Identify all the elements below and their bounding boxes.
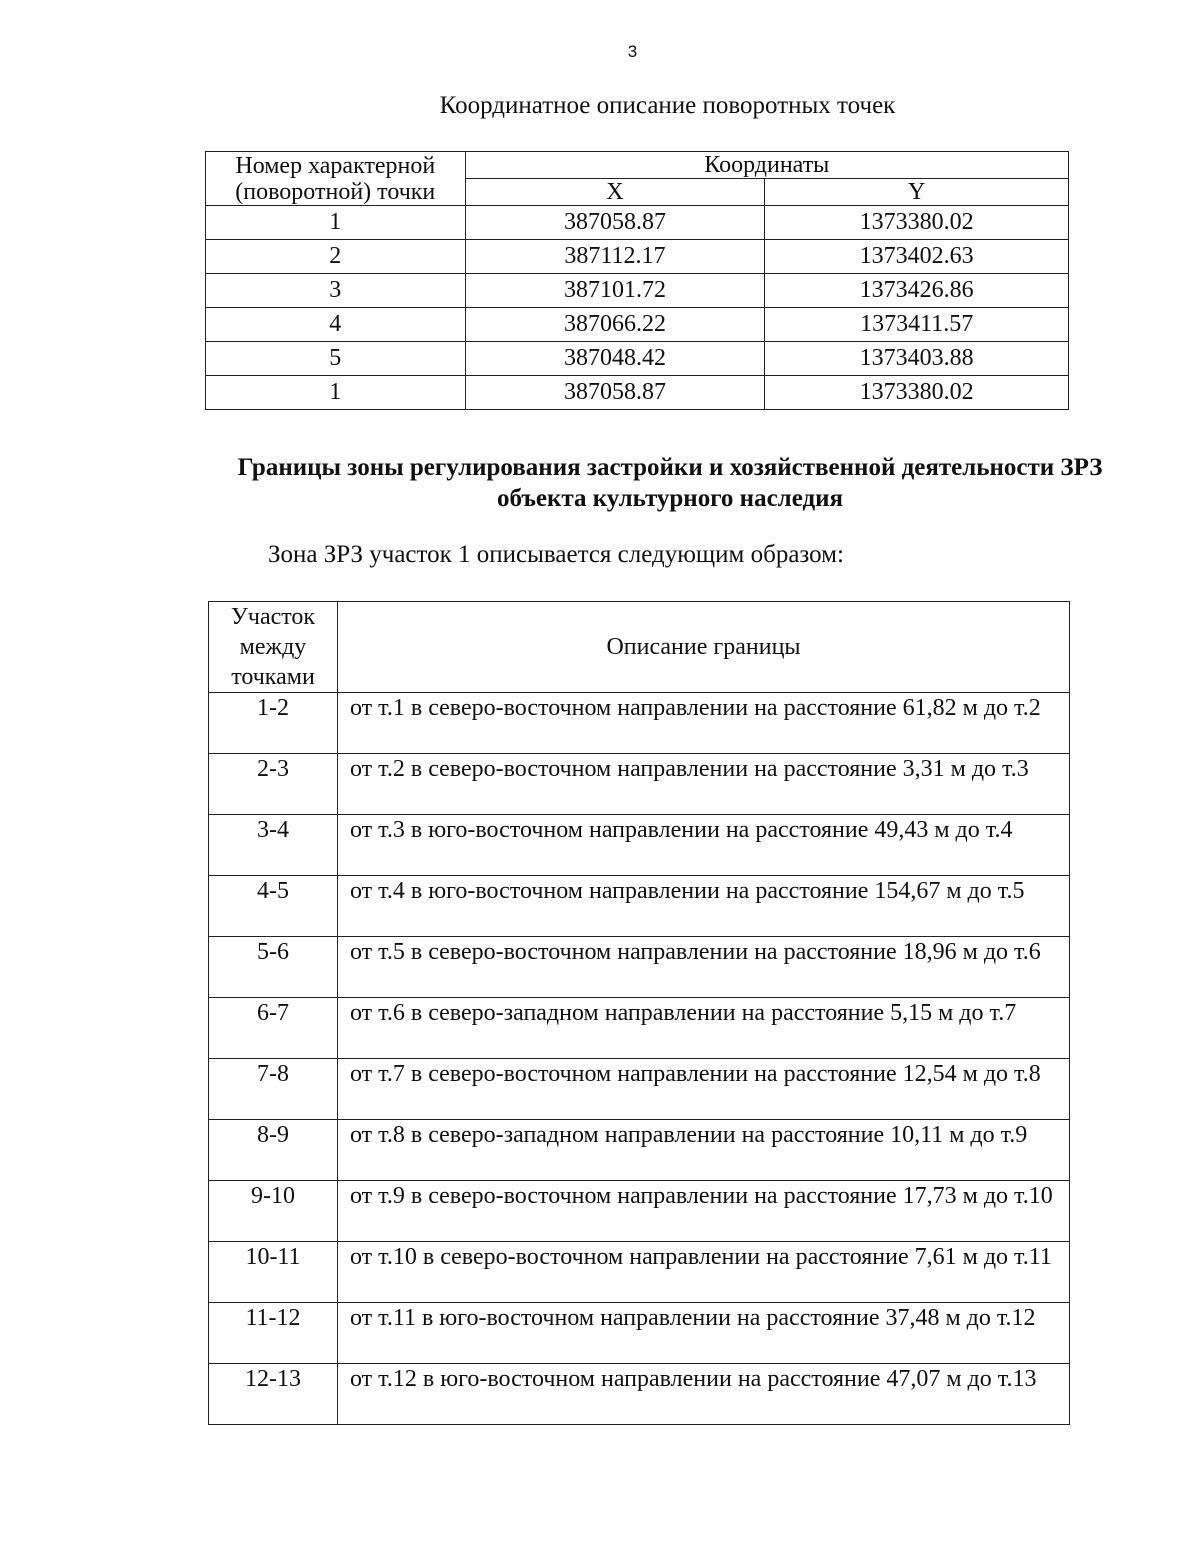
coordinates-table-body (206, 206, 1069, 410)
x-coordinate-cell: 387048.42 (465, 342, 765, 376)
description-cell: от т.7 в северо-восточном направлении на расстояние 12,54 м до т.8 (338, 1059, 1070, 1120)
x-coordinate-cell: 387101.72 (465, 274, 765, 308)
table-row (206, 206, 1069, 240)
description-cell: от т.2 в северо-восточном направлении на расстояние 3,31 м до т.3 (338, 754, 1070, 815)
x-coordinate-cell: 387058.87 (465, 206, 765, 240)
coordinates-header: Координаты (465, 152, 1068, 179)
y-header: Y (765, 179, 1069, 206)
table-row (206, 376, 1069, 410)
boundary-table-body (209, 693, 1070, 1425)
x-coordinate-cell: 387066.22 (465, 308, 765, 342)
x-header: X (465, 179, 765, 206)
table-row (209, 937, 1070, 998)
y-coordinate-cell: 1373402.63 (765, 240, 1069, 274)
description-cell: от т.9 в северо-восточном направлении на расстояние 17,73 м до т.10 (338, 1181, 1070, 1242)
point-number-header-text: Номер характерной (поворотной) точки (235, 152, 436, 205)
table-row (209, 1120, 1070, 1181)
y-coordinate-cell: 1373403.88 (765, 342, 1069, 376)
segment-cell: 3-4 (209, 815, 338, 876)
description-cell: от т.6 в северо-западном направлении на расстояние 5,15 м до т.7 (338, 998, 1070, 1059)
segment-cell: 9-10 (209, 1181, 338, 1242)
table-row (209, 1303, 1070, 1364)
table-row (206, 308, 1069, 342)
zone-intro: Зона ЗРЗ участок 1 описывается следующим образом: (268, 541, 844, 568)
table-row (209, 1242, 1070, 1303)
segment-cell: 8-9 (209, 1120, 338, 1181)
point-number-cell: 4 (206, 308, 466, 342)
table-row (206, 274, 1069, 308)
description-header: Описание границы (338, 602, 1070, 693)
y-coordinate-cell: 1373380.02 (765, 206, 1069, 240)
y-coordinate-cell: 1373380.02 (765, 376, 1069, 410)
segment-cell: 7-8 (209, 1059, 338, 1120)
description-cell: от т.1 в северо-восточном направлении на расстояние 61,82 м до т.2 (338, 693, 1070, 754)
y-coordinate-cell: 1373411.57 (765, 308, 1069, 342)
segment-cell: 4-5 (209, 876, 338, 937)
segment-cell: 11-12 (209, 1303, 338, 1364)
segment-cell: 2-3 (209, 754, 338, 815)
table-row (209, 754, 1070, 815)
point-number-cell: 1 (206, 206, 466, 240)
segment-cell: 12-13 (209, 1364, 338, 1425)
table-row (209, 1364, 1070, 1425)
point-number-cell: 3 (206, 274, 466, 308)
description-cell: от т.12 в юго-восточном направлении на расстояние 47,07 м до т.13 (338, 1364, 1070, 1425)
description-cell: от т.8 в северо-западном направлении на расстояние 10,11 м до т.9 (338, 1120, 1070, 1181)
point-number-cell: 5 (206, 342, 466, 376)
description-cell: от т.3 в юго-восточном направлении на расстояние 49,43 м до т.4 (338, 815, 1070, 876)
point-number-header (206, 152, 466, 206)
segment-header: Участок между точками (209, 602, 338, 693)
table-row (206, 342, 1069, 376)
table-row (209, 1181, 1070, 1242)
table-row (209, 998, 1070, 1059)
y-coordinate-cell: 1373426.86 (765, 274, 1069, 308)
table-row (209, 876, 1070, 937)
page-number: 3 (627, 42, 638, 61)
description-cell: от т.5 в северо-восточном направлении на расстояние 18,96 м до т.6 (338, 937, 1070, 998)
coordinates-title: Координатное описание поворотных точек (439, 92, 896, 119)
description-cell: от т.10 в северо-восточном направлении на расстояние 7,61 м до т.11 (338, 1242, 1070, 1303)
table-row (206, 240, 1069, 274)
table-row (209, 693, 1070, 754)
coordinates-table (205, 151, 1069, 410)
zone-heading: Границы зоны регулирования застройки и хозяйственной деятельности ЗРЗ объекта культурного наследия (237, 454, 1103, 512)
table-row (209, 1059, 1070, 1120)
description-cell: от т.11 в юго-восточном направлении на расстояние 37,48 м до т.12 (338, 1303, 1070, 1364)
segment-cell: 6-7 (209, 998, 338, 1059)
segment-cell: 1-2 (209, 693, 338, 754)
x-coordinate-cell: 387058.87 (465, 376, 765, 410)
point-number-cell: 1 (206, 376, 466, 410)
point-number-cell: 2 (206, 240, 466, 274)
segment-cell: 10-11 (209, 1242, 338, 1303)
description-cell: от т.4 в юго-восточном направлении на расстояние 154,67 м до т.5 (338, 876, 1070, 937)
table-row (209, 815, 1070, 876)
boundary-description-table (208, 601, 1070, 1425)
segment-cell: 5-6 (209, 937, 338, 998)
x-coordinate-cell: 387112.17 (465, 240, 765, 274)
